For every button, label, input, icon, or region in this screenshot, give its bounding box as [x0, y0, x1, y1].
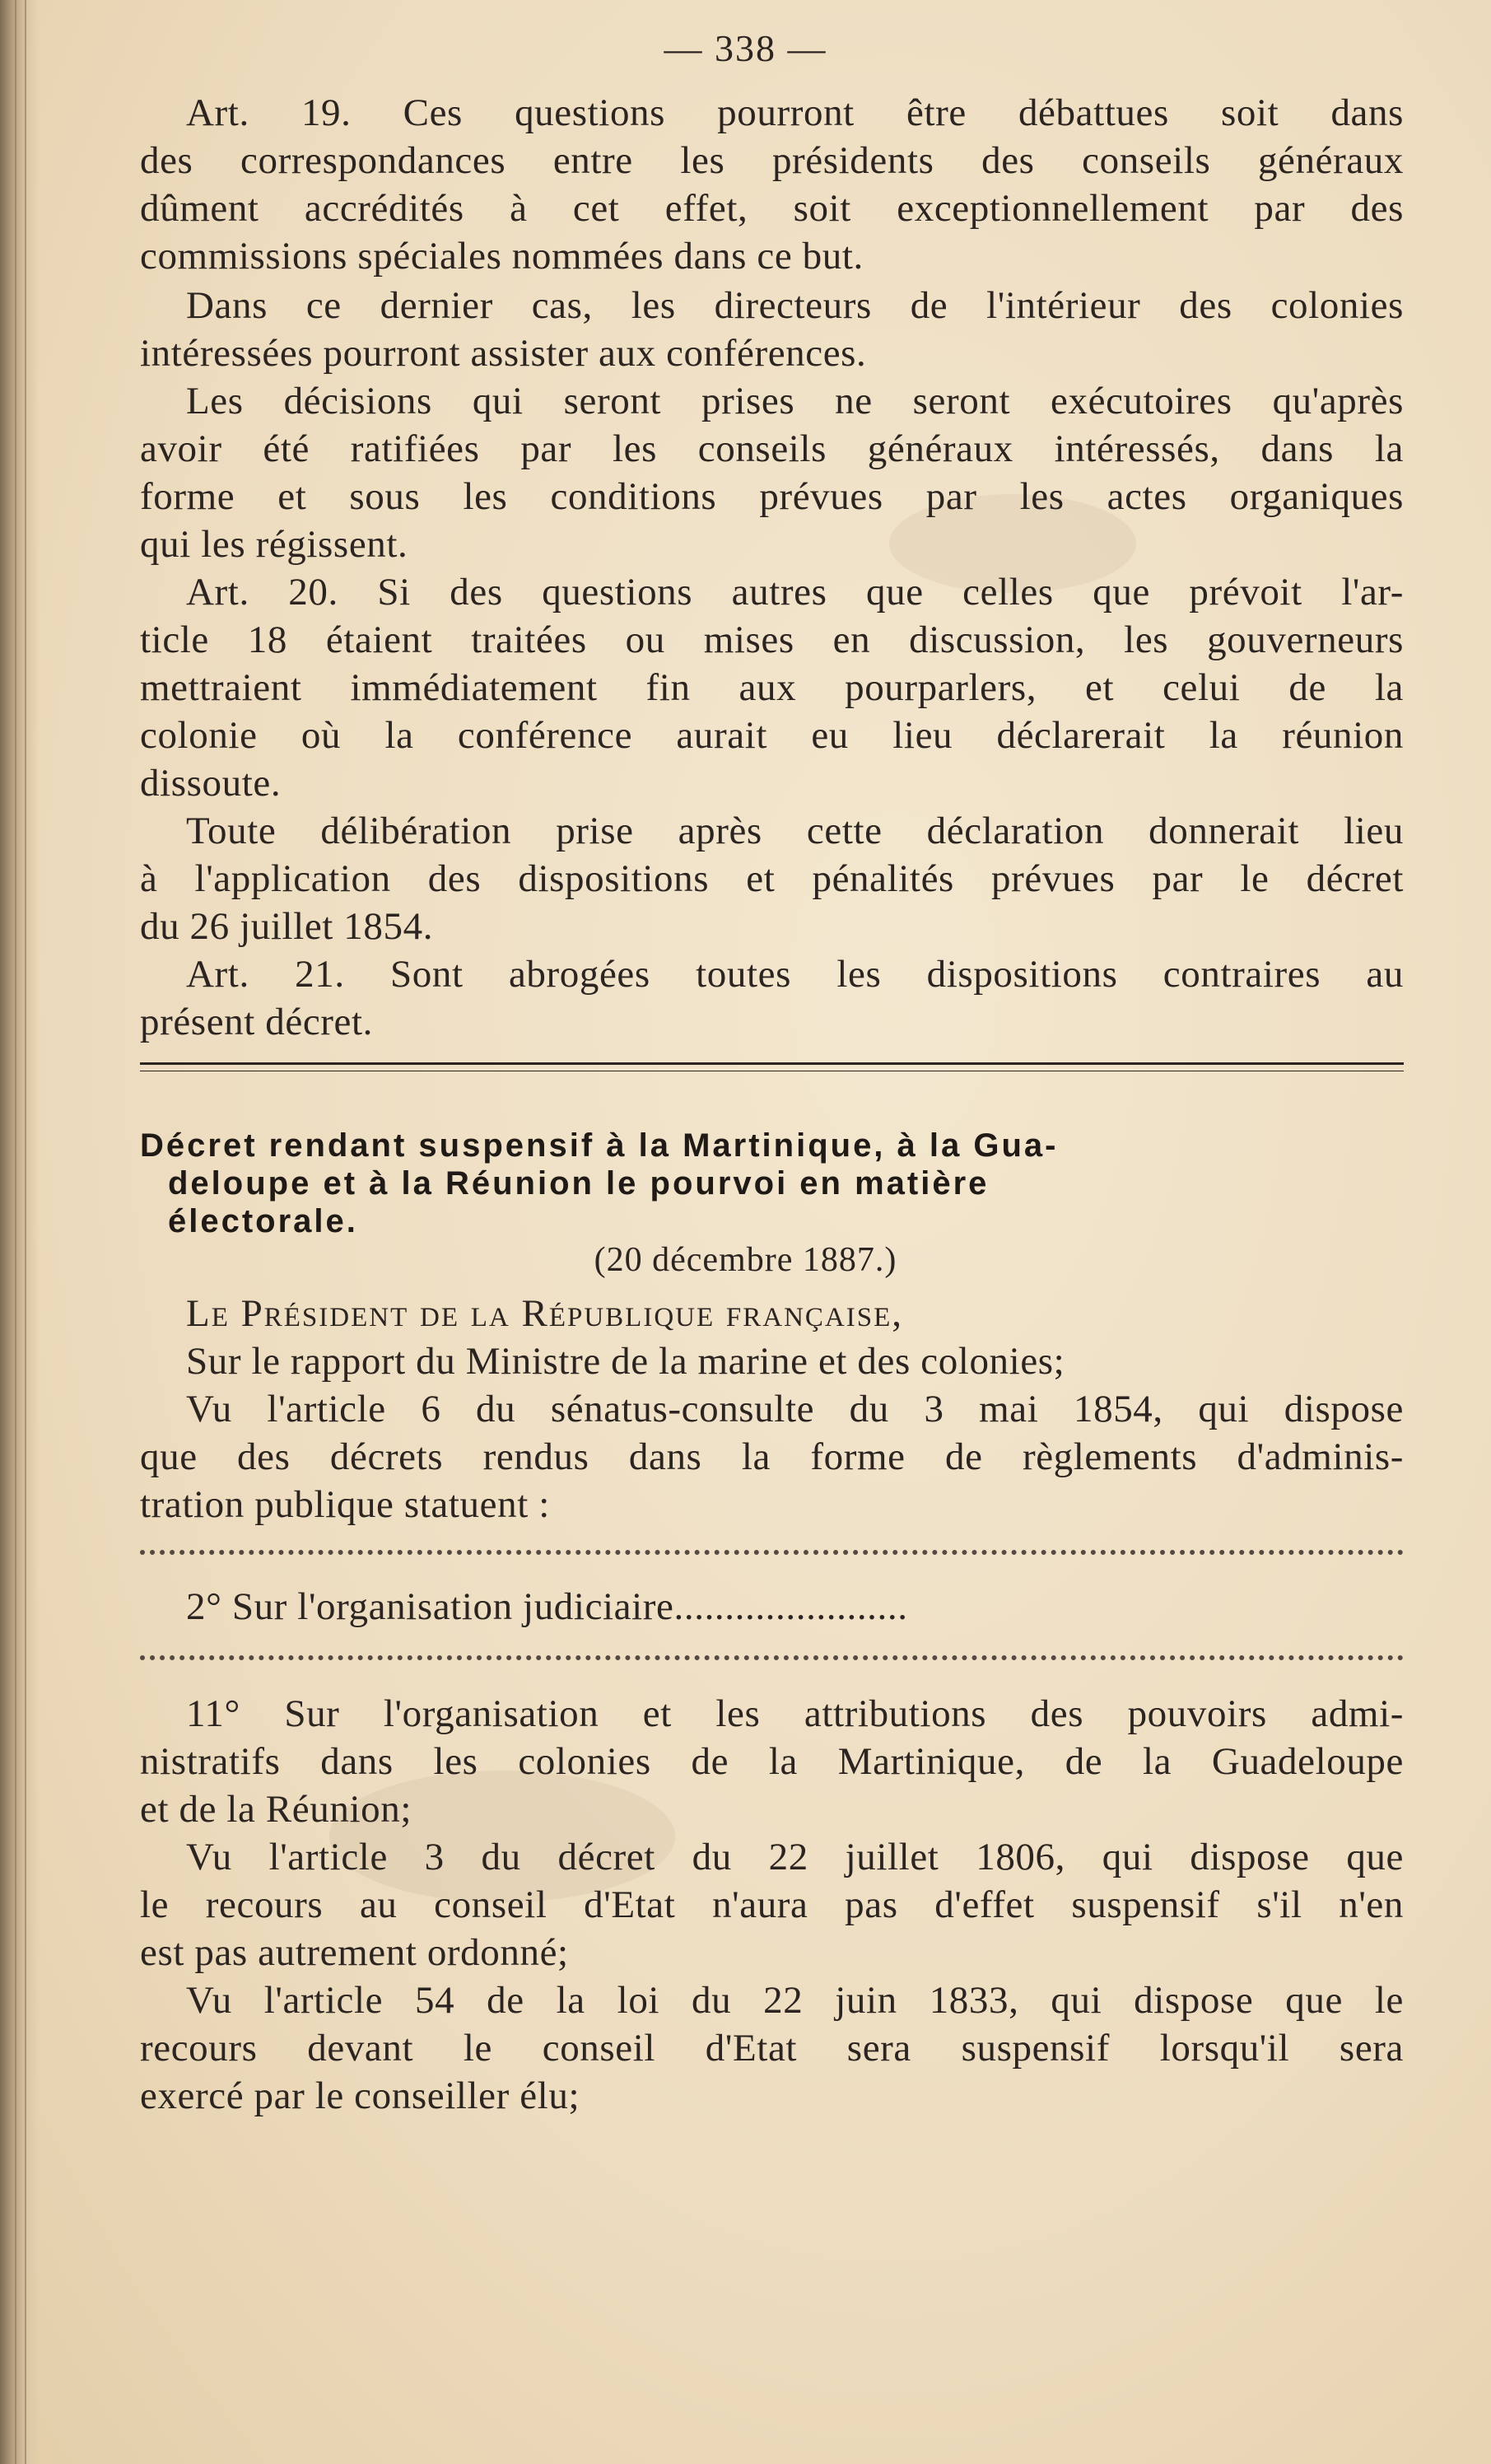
decree-date: (20 décembre 1887.) [594, 1241, 897, 1279]
text-line: tration publique statuent : [140, 1483, 550, 1526]
text-line: commissions spéciales nommées dans ce but. [140, 235, 864, 278]
elision-dots [140, 1655, 1404, 1677]
decree-heading-line: Décret rendant suspensif à la Martinique, à la Gua- [140, 1127, 1059, 1164]
text-line: 2° Sur l'organisation judiciaire....................... [186, 1585, 908, 1628]
text-line: Vu l'article 6 du sénatus-consulte du 3 mai 1854, qui dispose [186, 1388, 1404, 1430]
text-line: Art. 20. Si des questions autres que celles que prévoit l'ar- [186, 571, 1404, 614]
elision-dots [140, 1550, 1404, 1571]
text-line: que des décrets rendus dans la forme de règlements d'adminis- [140, 1435, 1404, 1478]
text-line: Vu l'article 3 du décret du 22 juillet 1806, qui dispose que [186, 1836, 1404, 1878]
text-line: avoir été ratifiées par les conseils généraux intéressés, dans la [140, 427, 1404, 470]
page-number: — 338 — [664, 27, 827, 69]
text-line: Art. 21. Sont abrogées toutes les dispositions contraires au [186, 953, 1404, 996]
text-line: des correspondances entre les présidents des conseils généraux [140, 139, 1404, 182]
text-line: exercé par le conseiller élu; [140, 2074, 580, 2117]
text-line: présent décret. [140, 1001, 374, 1043]
text-line: recours devant le conseil d'Etat sera suspensif lorsqu'il sera [140, 2027, 1404, 2070]
text-line: Dans ce dernier cas, les directeurs de l'intérieur des colonies [186, 284, 1404, 327]
text-line: forme et sous les conditions prévues par les actes organiques [140, 475, 1404, 518]
text-line: mettraient immédiatement fin aux pourparlers, et celui de la [140, 666, 1404, 709]
decree-heading-line: deloupe et à la Réunion le pourvoi en matière [168, 1165, 990, 1202]
president-line: Le Président de la République française, [186, 1292, 904, 1335]
text-line: Vu l'article 54 de la loi du 22 juin 1833, qui dispose que le [186, 1979, 1404, 2022]
decree-heading-line: électorale. [168, 1203, 358, 1239]
text-line: du 26 juillet 1854. [140, 905, 434, 948]
text-line: Toute délibération prise après cette déclaration donnerait lieu [186, 810, 1404, 852]
text-line: à l'application des dispositions et pénalités prévues par le décret [140, 857, 1404, 900]
text-line: nistratifs dans les colonies de la Martinique, de la Guadeloupe [140, 1740, 1404, 1783]
text-line: dûment accrédités à cet effet, soit exceptionnellement par des [140, 187, 1404, 230]
text-line: colonie où la conférence aurait eu lieu déclarerait la réunion [140, 714, 1404, 757]
text-line: Sur le rapport du Ministre de la marine et des colonies; [186, 1340, 1065, 1383]
text-line: qui les régissent. [140, 523, 408, 566]
gutter-edge-line [15, 0, 16, 2464]
section-rule [140, 1062, 1404, 1065]
text-line: ticle 18 étaient traitées ou mises en discussion, les gouverneurs [140, 618, 1404, 661]
text-line: Les décisions qui seront prises ne seront exécutoires qu'après [186, 380, 1404, 422]
text-line: dissoute. [140, 762, 282, 805]
gutter-edge-line [25, 0, 26, 2464]
text-line: et de la Réunion; [140, 1788, 412, 1831]
text-line: est pas autrement ordonné; [140, 1931, 569, 1974]
text-line: intéressées pourront assister aux conférences. [140, 332, 867, 375]
text-line: le recours au conseil d'Etat n'aura pas d'effet suspensif s'il n'en [140, 1883, 1404, 1926]
page-gutter [0, 0, 40, 2464]
text-line: Art. 19. Ces questions pourront être débattues soit dans [186, 91, 1404, 134]
text-line: 11° Sur l'organisation et les attributions des pouvoirs admi- [186, 1692, 1404, 1735]
